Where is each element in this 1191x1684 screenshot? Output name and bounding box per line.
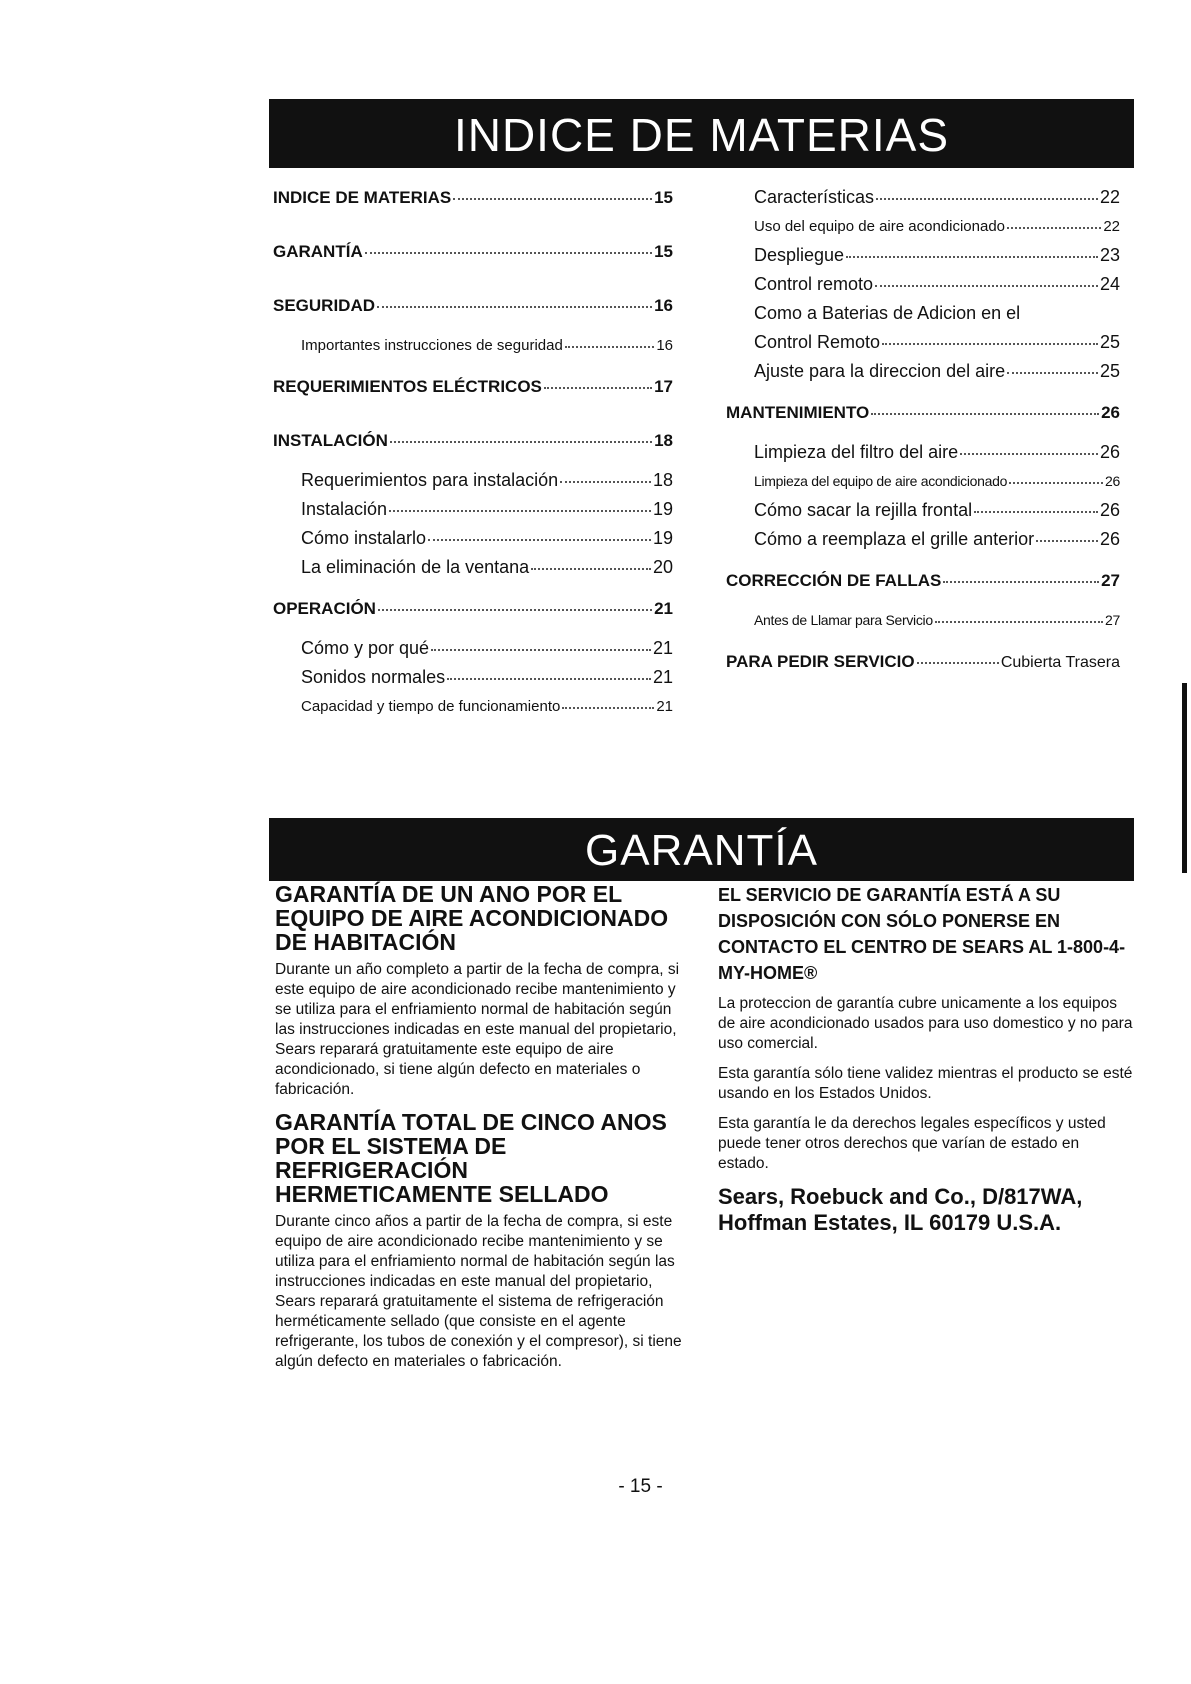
toc-entry-label: Control remoto <box>754 274 874 294</box>
warranty-left-column <box>275 882 690 1382</box>
toc-entry-label: Ajuste para la direccion del aire <box>754 361 1006 381</box>
toc-entry <box>726 299 1120 328</box>
toc-leader-dots <box>390 430 652 444</box>
toc-entry-label: Cómo instalarlo <box>301 528 427 548</box>
toc-entry-page: 19 <box>652 499 673 519</box>
toc-entry <box>273 692 673 721</box>
toc-entry <box>273 466 673 495</box>
toc-entry <box>726 467 1120 496</box>
toc-entry-page: 25 <box>1099 332 1120 352</box>
toc-entry-page: 27 <box>1101 571 1120 590</box>
toc-entry <box>726 606 1120 635</box>
toc-entry-label: SEGURIDAD <box>273 296 376 315</box>
toc-entry-page: 21 <box>652 667 673 687</box>
toc-leader-dots <box>431 637 651 652</box>
toc-entry-page: 22 <box>1099 187 1120 207</box>
toc-entry-page: 26 <box>1105 473 1120 489</box>
toc-entry-label: Limpieza del equipo de aire acondicionado <box>754 473 1008 489</box>
toc-entry <box>726 212 1120 241</box>
toc-entry-page: 22 <box>1103 218 1120 235</box>
toc-leader-dots <box>875 273 1098 288</box>
toc-entry-label: Cómo y por qué <box>301 638 430 658</box>
toc-entry <box>273 524 673 553</box>
toc-entry-label: INDICE DE MATERIAS <box>273 188 452 207</box>
toc-entry-label: GARANTÍA <box>273 242 363 261</box>
warranty-right-column <box>718 882 1134 1236</box>
toc-entry <box>726 357 1120 386</box>
toc-entry-page: 26 <box>1099 500 1120 520</box>
toc-entry <box>726 647 1120 701</box>
toc-entry-page: 15 <box>654 188 673 207</box>
toc-entry <box>726 438 1120 467</box>
toc-leader-dots <box>453 187 652 201</box>
toc-entry <box>273 372 673 426</box>
sears-address: Sears, Roebuck and Co., D/817WA, Hoffman Estates, IL 60179 U.S.A. <box>718 1184 1083 1235</box>
toc-leader-dots <box>1007 216 1101 229</box>
toc-leader-dots <box>531 556 651 571</box>
toc-entry-label: REQUERIMIENTOS ELÉCTRICOS <box>273 377 542 396</box>
warranty-banner: GARANTÍA <box>269 818 1134 881</box>
toc-entry-label: OPERACIÓN <box>273 599 376 618</box>
toc-entry <box>726 566 1120 606</box>
toc-leader-dots <box>428 527 651 542</box>
toc-entry-label: PARA PEDIR SERVICIO <box>726 652 915 671</box>
toc-entry <box>273 183 673 237</box>
toc-entry-page: 27 <box>1105 612 1120 628</box>
toc-entry-page: 20 <box>652 557 673 577</box>
warranty-rights-text: Esta garantía le da derechos legales específicos y usted puede tener otros derechos que varían de estado en estado. <box>718 1115 1106 1172</box>
toc-leader-dots <box>935 611 1103 623</box>
toc-entry-page: 24 <box>1099 274 1120 294</box>
toc-entry <box>273 553 673 582</box>
toc-entry-label: Control Remoto <box>754 332 881 352</box>
toc-entry-page: 26 <box>1099 442 1120 462</box>
toc-leader-dots <box>943 570 1099 584</box>
toc-entry <box>273 237 673 291</box>
toc-leader-dots <box>846 244 1098 259</box>
toc-entry <box>726 270 1120 299</box>
toc-leader-dots <box>1036 528 1098 543</box>
index-banner: INDICE DE MATERIAS <box>269 99 1134 168</box>
toc-entry-label: Uso del equipo de aire acondicionado <box>754 218 1006 235</box>
toc-leader-dots <box>365 241 652 255</box>
toc-leader-dots <box>871 402 1099 416</box>
toc-leader-dots <box>1007 360 1098 375</box>
toc-entry <box>273 426 673 466</box>
toc-entry <box>726 398 1120 438</box>
toc-entry <box>726 525 1120 554</box>
toc-leader-dots <box>882 331 1098 346</box>
toc-entry <box>273 495 673 524</box>
toc-leader-dots <box>389 498 651 513</box>
toc-entry-page: 16 <box>654 296 673 315</box>
warranty-five-year-text: Durante cinco años a partir de la fecha de compra, si este equipo de aire acondicionado recibe mantenimiento y se utiliza para el enfriamiento normal de habitación según las instrucciones indicadas en este manual del propietario, Sears reparará gratuitamente el sistema de refrigeración herméticamente sellado (que consiste en el agente refrigerante, los tubos de conexión y el compresor), si tiene algún defecto en materiales o fabricación. <box>275 1213 682 1370</box>
page-number: - 15 - <box>618 1476 663 1497</box>
toc-entry-page: 18 <box>654 431 673 450</box>
warranty-one-year-heading: GARANTÍA DE UN ANO POR EL EQUIPO DE AIRE ACONDICIONADO DE HABITACIÓN <box>275 881 669 955</box>
toc-entry-page: 23 <box>1099 245 1120 265</box>
toc-entry <box>726 241 1120 270</box>
toc-leader-dots <box>917 651 999 665</box>
toc-right-column <box>726 183 1120 701</box>
toc-entry <box>273 331 673 360</box>
toc-entry-page: 15 <box>654 242 673 261</box>
toc-leader-dots <box>974 499 1098 514</box>
toc-leader-dots <box>960 441 1098 456</box>
toc-entry-page: Cubierta Trasera <box>1000 654 1120 671</box>
toc-entry-label: Requerimientos para instalación <box>301 470 559 490</box>
toc-entry-page: 18 <box>652 470 673 490</box>
toc-entry-label: Características <box>754 187 875 207</box>
toc-leader-dots <box>562 696 654 709</box>
toc-entry-label: Cómo sacar la rejilla frontal <box>754 500 973 520</box>
toc-entry-label: Despliegue <box>754 245 845 265</box>
toc-entry-label: CORRECCIÓN DE FALLAS <box>726 571 942 590</box>
toc-entry <box>273 634 673 663</box>
toc-entry <box>273 663 673 692</box>
toc-entry <box>273 594 673 634</box>
toc-entry-page: 21 <box>654 599 673 618</box>
toc-entry-label: Instalación <box>301 499 388 519</box>
toc-entry-page: 21 <box>652 638 673 658</box>
toc-entry-label: MANTENIMIENTO <box>726 403 870 422</box>
toc-entry-label: Capacidad y tiempo de funcionamiento <box>301 698 561 715</box>
toc-entry-page: 19 <box>652 528 673 548</box>
toc-entry-label: La eliminación de la ventana <box>301 557 530 577</box>
toc-entry-label: Como a Baterias de Adicion en el <box>754 303 1021 323</box>
toc-entry <box>726 328 1120 357</box>
toc-entry-label: Cómo a reemplaza el grille anterior <box>754 529 1035 549</box>
warranty-five-year-heading: GARANTÍA TOTAL DE CINCO ANOS POR EL SISTEMA DE REFRIGERACIÓN HERMETICAMENTE SELLADO <box>275 1109 667 1207</box>
toc-entry-page: 21 <box>656 698 673 715</box>
toc-entry-label: INSTALACIÓN <box>273 431 388 450</box>
toc-entry-page: 16 <box>656 337 673 354</box>
toc-left-column <box>273 183 673 721</box>
toc-entry-page: 26 <box>1101 403 1120 422</box>
toc-entry <box>273 291 673 331</box>
toc-entry-label: Antes de Llamar para Servicio <box>754 612 933 628</box>
toc-leader-dots <box>876 186 1098 201</box>
toc-entry-label: Limpieza del filtro del aire <box>754 442 959 462</box>
toc-entry <box>726 496 1120 525</box>
toc-entry-page: 26 <box>1099 529 1120 549</box>
toc-entry-label: Importantes instrucciones de seguridad <box>301 337 563 354</box>
toc-entry-page: 25 <box>1099 361 1120 381</box>
warranty-service-heading: EL SERVICIO DE GARANTÍA ESTÁ A SU DISPOSICIÓN CON SÓLO PONERSE EN CONTACTO EL CENTRO DE SEARS AL 1-800-4-MY-HOME® <box>718 885 1126 983</box>
toc-leader-dots <box>377 295 652 309</box>
margin-bar <box>1182 683 1187 873</box>
toc-entry <box>726 183 1120 212</box>
toc-entry-page: 17 <box>654 377 673 396</box>
warranty-coverage-text: La proteccion de garantía cubre unicamente a los equipos de aire acondicionado usados para uso domestico y no para uso comercial. <box>718 995 1133 1052</box>
warranty-validity-text: Esta garantía sólo tiene validez mientras el producto se esté usando en los Estados Unidos. <box>718 1065 1133 1102</box>
warranty-one-year-text: Durante un año completo a partir de la fecha de compra, si este equipo de aire acondicionado recibe mantenimiento y se utiliza para el enfriamiento normal de habitación según las instrucciones indicadas en este manual del propietario, Sears reparará gratuitamente este equipo de aire acondicionado, si tiene algún defecto en materiales o fabricación. <box>275 961 680 1098</box>
toc-leader-dots <box>544 376 652 390</box>
toc-leader-dots <box>378 598 652 612</box>
toc-leader-dots <box>447 666 651 681</box>
toc-leader-dots <box>1009 472 1103 484</box>
toc-leader-dots <box>565 335 655 348</box>
toc-leader-dots <box>560 469 651 484</box>
toc-entry-label: Sonidos normales <box>301 667 446 687</box>
